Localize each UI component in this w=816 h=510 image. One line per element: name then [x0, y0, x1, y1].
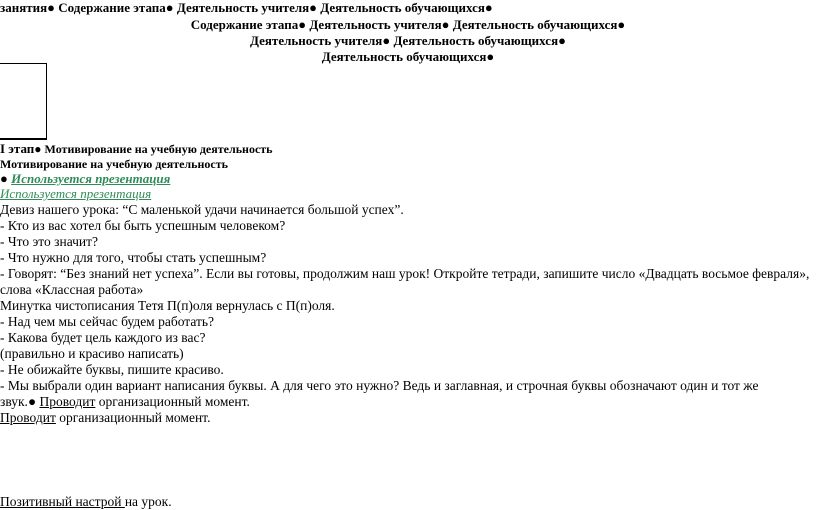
footer-row	[0, 494, 172, 510]
body-line: - Говорят: “Без знаний нет успеха”. Если вы готовы, продолжим наш урок! Откройте тетради, запишите число «Двадцать восьмое февраля»,	[0, 266, 810, 281]
presentation-row	[0, 171, 170, 187]
footer-rest: на урок.	[124, 494, 172, 509]
header-row-3: Деятельность учителя● Деятельность обучающихся●	[250, 33, 566, 48]
presentation-link-repeat[interactable]: Используется презентация	[0, 186, 152, 201]
body-line: - Мы выбрали один вариант написания буквы. А для чего это нужно? Ведь и заглавная, и строчная буквы обозначают один и тот же	[0, 378, 759, 393]
body-line: - Что нужно для того, чтобы стать успешным?	[0, 250, 267, 265]
header-row-1: занятия● Содержание этапа● Деятельность учителя● Деятельность обучающихся●	[0, 0, 493, 15]
body-line: - Не обижайте буквы, пишите красиво.	[0, 362, 224, 377]
conduct-rest: организационный момент.	[98, 394, 250, 409]
conduct-row	[0, 394, 250, 410]
stage-title: Мотивирование на учебную деятельность	[0, 157, 228, 171]
stage-label: I этап	[0, 141, 35, 156]
body-line: Минутка чистописания Тетя П(п)оля вернулась с П(п)оля.	[0, 298, 335, 313]
presentation-link[interactable]: Используется презентация	[11, 171, 171, 186]
stage-title-inline: Мотивирование на учебную деятельность	[44, 142, 273, 156]
divider-line	[0, 139, 47, 140]
conduct-bullet-icon: ●	[27, 394, 37, 409]
body-line: слова «Классная работа»	[0, 282, 144, 297]
footer-word-2: настрой	[75, 494, 122, 509]
presentation-bullet-icon: ●	[0, 171, 8, 186]
conduct-row-repeat	[0, 410, 210, 426]
body-line: Девиз нашего урока: “С маленькой удачи начинается большой успех”.	[0, 202, 404, 217]
stage-bullet-icon: ●	[34, 142, 42, 156]
conduct-verb-repeat: Проводит	[0, 410, 56, 425]
conduct-prefix: звук.	[0, 394, 28, 409]
body-line: - Над чем мы сейчас будем работать?	[0, 314, 215, 329]
footer-word-1: Позитивный	[0, 494, 73, 509]
header-row-2: Содержание этапа● Деятельность учителя● Деятельность обучающихся●	[190, 17, 626, 32]
header-row-4: Деятельность обучающихся●	[321, 49, 495, 64]
conduct-verb: Проводит	[39, 394, 96, 409]
conduct-rest-repeat: организационный момент.	[59, 410, 211, 425]
body-line: - Какова будет цель каждого из вас?	[0, 330, 206, 345]
image-placeholder-box	[0, 63, 47, 139]
body-line: - Кто из вас хотел бы быть успешным человеком?	[0, 218, 286, 233]
stage-heading	[0, 141, 273, 157]
body-line: - Что это значит?	[0, 234, 99, 249]
body-line: (правильно и красиво написать)	[0, 346, 184, 361]
